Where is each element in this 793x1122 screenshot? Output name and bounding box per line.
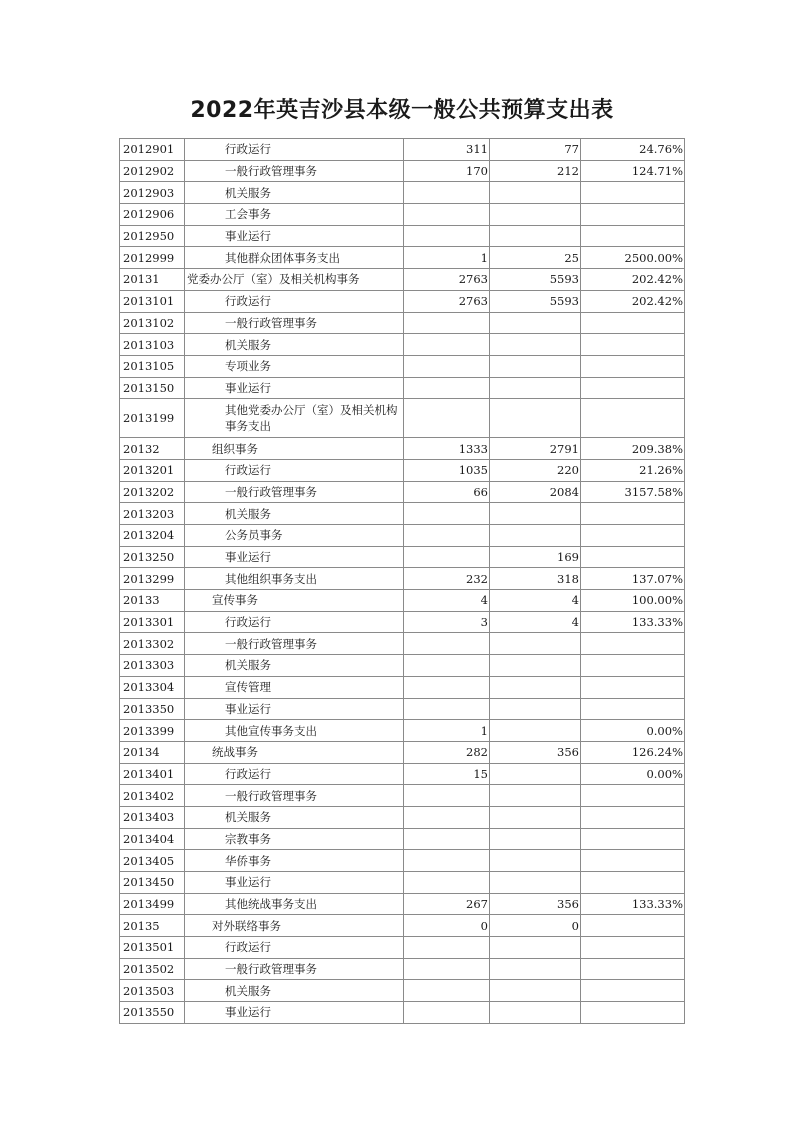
code-cell: 20135 (120, 915, 185, 937)
value-cell-3: 126.24% (581, 741, 685, 763)
value-cell-2 (490, 720, 581, 742)
code-cell: 2013350 (120, 698, 185, 720)
table-row (120, 698, 685, 720)
table-row (120, 676, 685, 698)
name-cell: 机关服务 (185, 980, 404, 1002)
value-cell-3 (581, 525, 685, 547)
code-cell: 2013203 (120, 503, 185, 525)
code-cell: 20133 (120, 590, 185, 612)
code-cell: 2013302 (120, 633, 185, 655)
table-row (120, 720, 685, 742)
value-cell-2 (490, 763, 581, 785)
table-row (120, 806, 685, 828)
code-cell: 2013304 (120, 676, 185, 698)
value-cell-1: 267 (404, 893, 490, 915)
table-row (120, 872, 685, 894)
value-cell-2: 4 (490, 611, 581, 633)
name-cell: 行政运行 (185, 763, 404, 785)
value-cell-3 (581, 503, 685, 525)
page-title: 2022年英吉沙县本级一般公共预算支出表 (190, 98, 614, 123)
value-cell-2 (490, 633, 581, 655)
code-cell: 2013404 (120, 828, 185, 850)
name-cell: 公务员事务 (185, 525, 404, 547)
value-cell-1 (404, 399, 490, 438)
value-cell-3: 133.33% (581, 893, 685, 915)
code-cell: 2013403 (120, 806, 185, 828)
value-cell-2 (490, 937, 581, 959)
value-cell-3 (581, 225, 685, 247)
code-cell: 2013399 (120, 720, 185, 742)
value-cell-3: 202.42% (581, 290, 685, 312)
value-cell-1 (404, 633, 490, 655)
table-row (120, 377, 685, 399)
value-cell-2 (490, 182, 581, 204)
value-cell-3 (581, 958, 685, 980)
table-row (120, 399, 685, 438)
value-cell-2 (490, 785, 581, 807)
name-cell: 一般行政管理事务 (185, 160, 404, 182)
value-cell-2 (490, 377, 581, 399)
code-cell: 2012901 (120, 139, 185, 161)
value-cell-3 (581, 937, 685, 959)
value-cell-2 (490, 655, 581, 677)
value-cell-2: 169 (490, 546, 581, 568)
name-cell: 一般行政管理事务 (185, 481, 404, 503)
table-row (120, 269, 685, 291)
code-cell: 2013201 (120, 459, 185, 481)
value-cell-3 (581, 850, 685, 872)
name-cell: 机关服务 (185, 503, 404, 525)
table-row (120, 590, 685, 612)
value-cell-2: 220 (490, 459, 581, 481)
value-cell-2 (490, 525, 581, 547)
name-cell: 行政运行 (185, 937, 404, 959)
name-cell: 专项业务 (185, 355, 404, 377)
table-row (120, 763, 685, 785)
value-cell-2: 77 (490, 139, 581, 161)
value-cell-1 (404, 806, 490, 828)
name-cell: 其他群众团体事务支出 (185, 247, 404, 269)
value-cell-2 (490, 225, 581, 247)
value-cell-3 (581, 312, 685, 334)
table-row (120, 850, 685, 872)
value-cell-3 (581, 399, 685, 438)
value-cell-3: 0.00% (581, 720, 685, 742)
value-cell-1: 1 (404, 247, 490, 269)
value-cell-3: 133.33% (581, 611, 685, 633)
value-cell-1 (404, 312, 490, 334)
name-cell: 一般行政管理事务 (185, 633, 404, 655)
code-cell: 2013103 (120, 334, 185, 356)
value-cell-1: 3 (404, 611, 490, 633)
value-cell-1 (404, 546, 490, 568)
code-cell: 2013150 (120, 377, 185, 399)
table-row (120, 785, 685, 807)
table-row (120, 459, 685, 481)
code-cell: 2013105 (120, 355, 185, 377)
value-cell-1: 1333 (404, 438, 490, 460)
value-cell-2 (490, 850, 581, 872)
value-cell-3: 2500.00% (581, 247, 685, 269)
name-cell: 事业运行 (185, 546, 404, 568)
name-cell: 机关服务 (185, 334, 404, 356)
value-cell-3: 21.26% (581, 459, 685, 481)
value-cell-3 (581, 828, 685, 850)
value-cell-2 (490, 958, 581, 980)
value-cell-3 (581, 182, 685, 204)
value-cell-2 (490, 806, 581, 828)
name-cell: 党委办公厅（室）及相关机构事务 (185, 269, 404, 291)
value-cell-2 (490, 676, 581, 698)
name-cell: 行政运行 (185, 139, 404, 161)
value-cell-1: 15 (404, 763, 490, 785)
value-cell-3 (581, 980, 685, 1002)
value-cell-3: 209.38% (581, 438, 685, 460)
value-cell-3 (581, 355, 685, 377)
table-row (120, 568, 685, 590)
value-cell-3 (581, 546, 685, 568)
value-cell-1 (404, 676, 490, 698)
table-row (120, 546, 685, 568)
value-cell-3: 3157.58% (581, 481, 685, 503)
name-cell: 统战事务 (185, 741, 404, 763)
value-cell-1 (404, 355, 490, 377)
name-cell: 一般行政管理事务 (185, 958, 404, 980)
name-cell: 事业运行 (185, 872, 404, 894)
code-cell: 2013402 (120, 785, 185, 807)
value-cell-2: 25 (490, 247, 581, 269)
name-cell: 行政运行 (185, 290, 404, 312)
value-cell-3 (581, 655, 685, 677)
name-cell: 一般行政管理事务 (185, 312, 404, 334)
value-cell-1 (404, 204, 490, 226)
value-cell-2: 0 (490, 915, 581, 937)
code-cell: 2013101 (120, 290, 185, 312)
value-cell-3 (581, 806, 685, 828)
value-cell-2 (490, 399, 581, 438)
code-cell: 2013301 (120, 611, 185, 633)
value-cell-1: 66 (404, 481, 490, 503)
name-cell: 对外联络事务 (185, 915, 404, 937)
value-cell-2 (490, 828, 581, 850)
value-cell-3 (581, 334, 685, 356)
table-row (120, 290, 685, 312)
budget-table-body (120, 139, 685, 1024)
budget-table (119, 138, 685, 1024)
name-cell: 机关服务 (185, 655, 404, 677)
value-cell-1 (404, 958, 490, 980)
code-cell: 20131 (120, 269, 185, 291)
value-cell-1 (404, 980, 490, 1002)
value-cell-3 (581, 204, 685, 226)
value-cell-2 (490, 980, 581, 1002)
value-cell-1: 2763 (404, 269, 490, 291)
table-row (120, 525, 685, 547)
value-cell-2: 212 (490, 160, 581, 182)
value-cell-1 (404, 937, 490, 959)
value-cell-3: 0.00% (581, 763, 685, 785)
table-row (120, 655, 685, 677)
code-cell: 2013401 (120, 763, 185, 785)
name-cell: 宣传事务 (185, 590, 404, 612)
code-cell: 2013501 (120, 937, 185, 959)
code-cell: 2013250 (120, 546, 185, 568)
value-cell-1 (404, 525, 490, 547)
value-cell-1: 1 (404, 720, 490, 742)
value-cell-1 (404, 182, 490, 204)
code-cell: 2013199 (120, 399, 185, 438)
value-cell-3 (581, 676, 685, 698)
table-row (120, 503, 685, 525)
value-cell-2 (490, 503, 581, 525)
table-row (120, 182, 685, 204)
value-cell-1 (404, 872, 490, 894)
code-cell: 2013102 (120, 312, 185, 334)
table-row (120, 611, 685, 633)
code-cell: 2013450 (120, 872, 185, 894)
value-cell-3: 124.71% (581, 160, 685, 182)
value-cell-2 (490, 1002, 581, 1024)
table-row (120, 247, 685, 269)
name-cell: 工会事务 (185, 204, 404, 226)
table-row (120, 334, 685, 356)
value-cell-1: 2763 (404, 290, 490, 312)
name-cell: 事业运行 (185, 225, 404, 247)
name-cell: 组织事务 (185, 438, 404, 460)
value-cell-1: 282 (404, 741, 490, 763)
value-cell-1 (404, 225, 490, 247)
value-cell-3 (581, 698, 685, 720)
value-cell-1: 170 (404, 160, 490, 182)
name-cell: 其他组织事务支出 (185, 568, 404, 590)
value-cell-2: 2791 (490, 438, 581, 460)
value-cell-2 (490, 312, 581, 334)
name-cell: 一般行政管理事务 (185, 785, 404, 807)
value-cell-2 (490, 204, 581, 226)
value-cell-1 (404, 850, 490, 872)
table-row (120, 225, 685, 247)
value-cell-2: 356 (490, 741, 581, 763)
name-cell: 机关服务 (185, 182, 404, 204)
value-cell-2: 5593 (490, 290, 581, 312)
value-cell-1 (404, 1002, 490, 1024)
table-row (120, 958, 685, 980)
value-cell-1 (404, 828, 490, 850)
code-cell: 2012950 (120, 225, 185, 247)
value-cell-3 (581, 872, 685, 894)
value-cell-1 (404, 785, 490, 807)
name-cell: 机关服务 (185, 806, 404, 828)
name-cell: 宣传管理 (185, 676, 404, 698)
table-row (120, 937, 685, 959)
value-cell-3 (581, 377, 685, 399)
table-row (120, 139, 685, 161)
table-row (120, 1002, 685, 1024)
code-cell: 2012902 (120, 160, 185, 182)
table-row (120, 915, 685, 937)
value-cell-1 (404, 334, 490, 356)
code-cell: 2013299 (120, 568, 185, 590)
code-cell: 2013502 (120, 958, 185, 980)
name-cell: 其他统战事务支出 (185, 893, 404, 915)
table-row (120, 204, 685, 226)
code-cell: 2013204 (120, 525, 185, 547)
value-cell-1: 311 (404, 139, 490, 161)
name-cell: 行政运行 (185, 459, 404, 481)
value-cell-3: 100.00% (581, 590, 685, 612)
value-cell-2: 2084 (490, 481, 581, 503)
value-cell-2: 356 (490, 893, 581, 915)
value-cell-1: 232 (404, 568, 490, 590)
name-cell: 宗教事务 (185, 828, 404, 850)
value-cell-1 (404, 503, 490, 525)
value-cell-1 (404, 655, 490, 677)
code-cell: 2012903 (120, 182, 185, 204)
table-row (120, 828, 685, 850)
code-cell: 2013405 (120, 850, 185, 872)
value-cell-3: 24.76% (581, 139, 685, 161)
table-row (120, 312, 685, 334)
value-cell-2 (490, 698, 581, 720)
table-row (120, 481, 685, 503)
value-cell-1: 4 (404, 590, 490, 612)
value-cell-1: 1035 (404, 459, 490, 481)
value-cell-1 (404, 698, 490, 720)
code-cell: 20132 (120, 438, 185, 460)
table-row (120, 893, 685, 915)
value-cell-3: 202.42% (581, 269, 685, 291)
value-cell-3: 137.07% (581, 568, 685, 590)
table-row (120, 355, 685, 377)
value-cell-3 (581, 915, 685, 937)
name-cell: 其他宣传事务支出 (185, 720, 404, 742)
value-cell-2: 4 (490, 590, 581, 612)
table-row (120, 160, 685, 182)
value-cell-2: 318 (490, 568, 581, 590)
value-cell-2 (490, 872, 581, 894)
name-cell: 事业运行 (185, 698, 404, 720)
name-cell: 行政运行 (185, 611, 404, 633)
code-cell: 2013303 (120, 655, 185, 677)
code-cell: 2012999 (120, 247, 185, 269)
table-row (120, 741, 685, 763)
code-cell: 2013550 (120, 1002, 185, 1024)
value-cell-1: 0 (404, 915, 490, 937)
value-cell-3 (581, 785, 685, 807)
value-cell-3 (581, 1002, 685, 1024)
code-cell: 2012906 (120, 204, 185, 226)
table-row (120, 980, 685, 1002)
code-cell: 2013202 (120, 481, 185, 503)
table-row (120, 438, 685, 460)
value-cell-2 (490, 334, 581, 356)
name-cell: 事业运行 (185, 377, 404, 399)
value-cell-2 (490, 355, 581, 377)
code-cell: 2013499 (120, 893, 185, 915)
value-cell-2: 5593 (490, 269, 581, 291)
name-cell: 华侨事务 (185, 850, 404, 872)
name-cell: 事业运行 (185, 1002, 404, 1024)
table-row (120, 633, 685, 655)
name-cell: 其他党委办公厅（室）及相关机构 事务支出 (185, 399, 404, 438)
code-cell: 2013503 (120, 980, 185, 1002)
code-cell: 20134 (120, 741, 185, 763)
value-cell-3 (581, 633, 685, 655)
value-cell-1 (404, 377, 490, 399)
